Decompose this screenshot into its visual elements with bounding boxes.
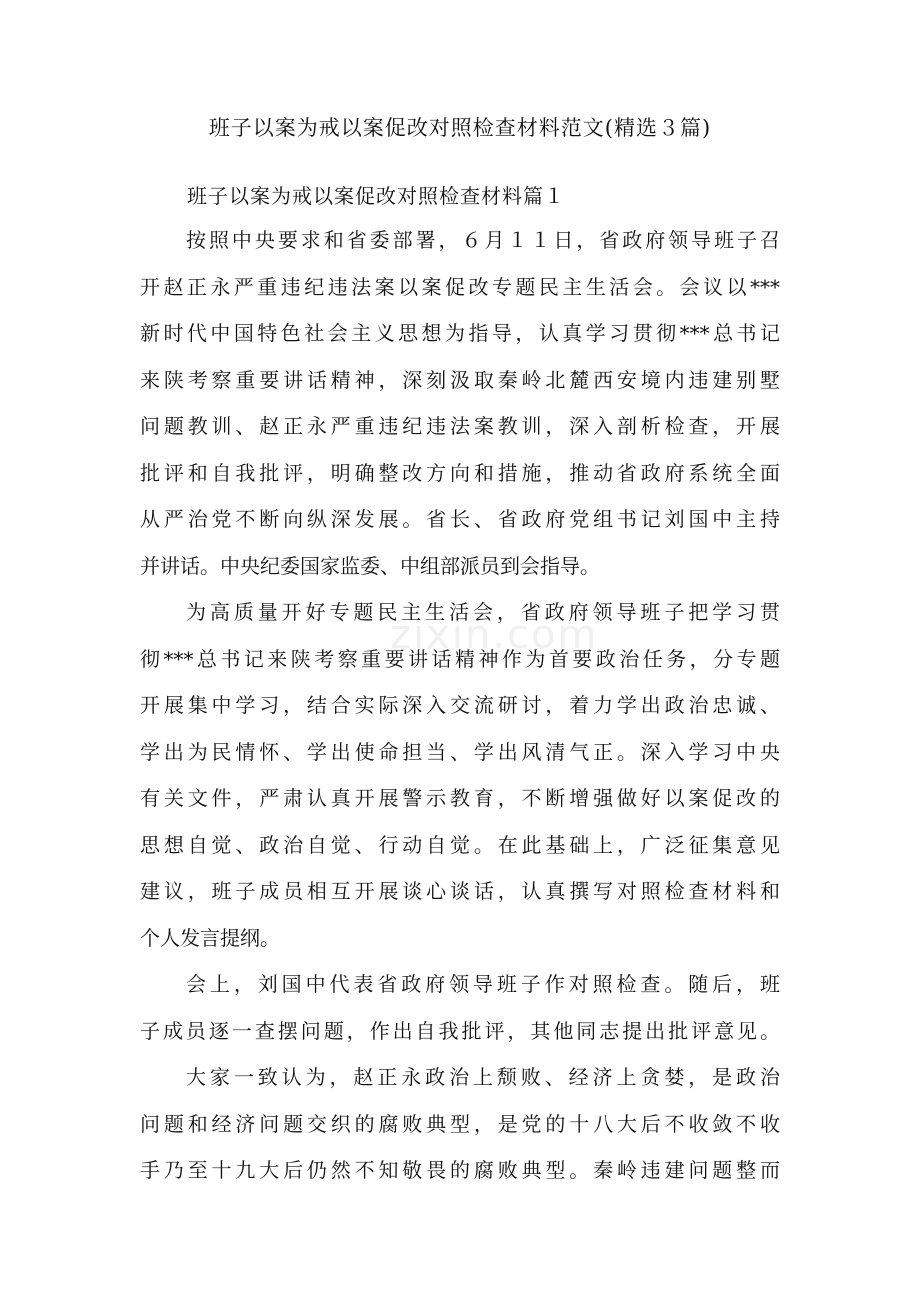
text-line: 来陕考察重要讲话精神，深刻汲取秦岭北麓西安境内违建别墅	[140, 367, 780, 392]
text-line: 彻***总书记来陕考察重要讲话精神作为首要政治任务，分专题	[140, 646, 780, 671]
text-line: 建议，班子成员相互开展谈心谈话，认真撰写对照检查材料和	[140, 879, 780, 903]
text-line: 子成员逐一查摆问题，作出自我批评，其他同志提出批评意见。	[140, 1018, 780, 1043]
text-line: 问题和经济问题交织的腐败典型，是党的十八大后不收敛不收	[140, 1111, 780, 1136]
text-line: 从严治党不断向纵深发展。省长、省政府党组书记刘国中主持	[140, 507, 780, 531]
text-line: 开展集中学习，结合实际深入交流研讨，着力学出政治忠诚、	[140, 693, 780, 717]
paragraph-3	[140, 961, 780, 1054]
text-line: 问题教训、赵正永严重违纪违法案教训，深入剖析检查，开展	[140, 414, 780, 438]
text-line: 按照中央要求和省委部署，６月１１日，省政府领导班子召	[186, 228, 780, 252]
text-line: 新时代中国特色社会主义思想为指导，认真学习贯彻***总书记	[140, 321, 780, 345]
document-title: 班子以案为戒以案促改对照检查材料范文(精选３篇)	[208, 116, 712, 140]
text-line: 有关文件，严肃认真开展警示教育，不断增强做好以案促改的	[140, 786, 780, 810]
text-line: 思想自觉、政治自觉、行动自觉。在此基础上，广泛征集意见	[140, 832, 780, 857]
paragraph-4	[140, 1054, 780, 1194]
text-line: 个人发言提纲。	[140, 925, 280, 950]
watermark: zixin.com	[390, 612, 599, 658]
text-line: 学出为民情怀、学出使命担当、学出风清气正。深入学习中央	[140, 739, 780, 764]
paragraph-1	[140, 217, 780, 589]
text-line: 大家一致认为，赵正永政治上颓败、经济上贪婪，是政治	[186, 1065, 780, 1089]
text-line: 并讲话。中央纪委国家监委、中组部派员到会指导。	[140, 553, 600, 578]
text-line: 手乃至十九大后仍然不知敬畏的腐败典型。秦岭违建问题整而	[140, 1158, 780, 1182]
paragraph-2	[140, 589, 780, 961]
text-line: 批评和自我批评，明确整改方向和措施，推动省政府系统全面	[140, 460, 780, 485]
text-line: 为高质量开好专题民主生活会，省政府领导班子把学习贯	[186, 600, 780, 624]
text-line: 会上，刘国中代表省政府领导班子作对照检查。随后，班	[186, 972, 780, 996]
document-body	[140, 217, 780, 1194]
section-heading: 班子以案为戒以案促改对照检查材料篇１	[187, 184, 565, 208]
text-line: 开赵正永严重违纪违法案以案促改专题民主生活会。会议以***	[140, 274, 780, 299]
